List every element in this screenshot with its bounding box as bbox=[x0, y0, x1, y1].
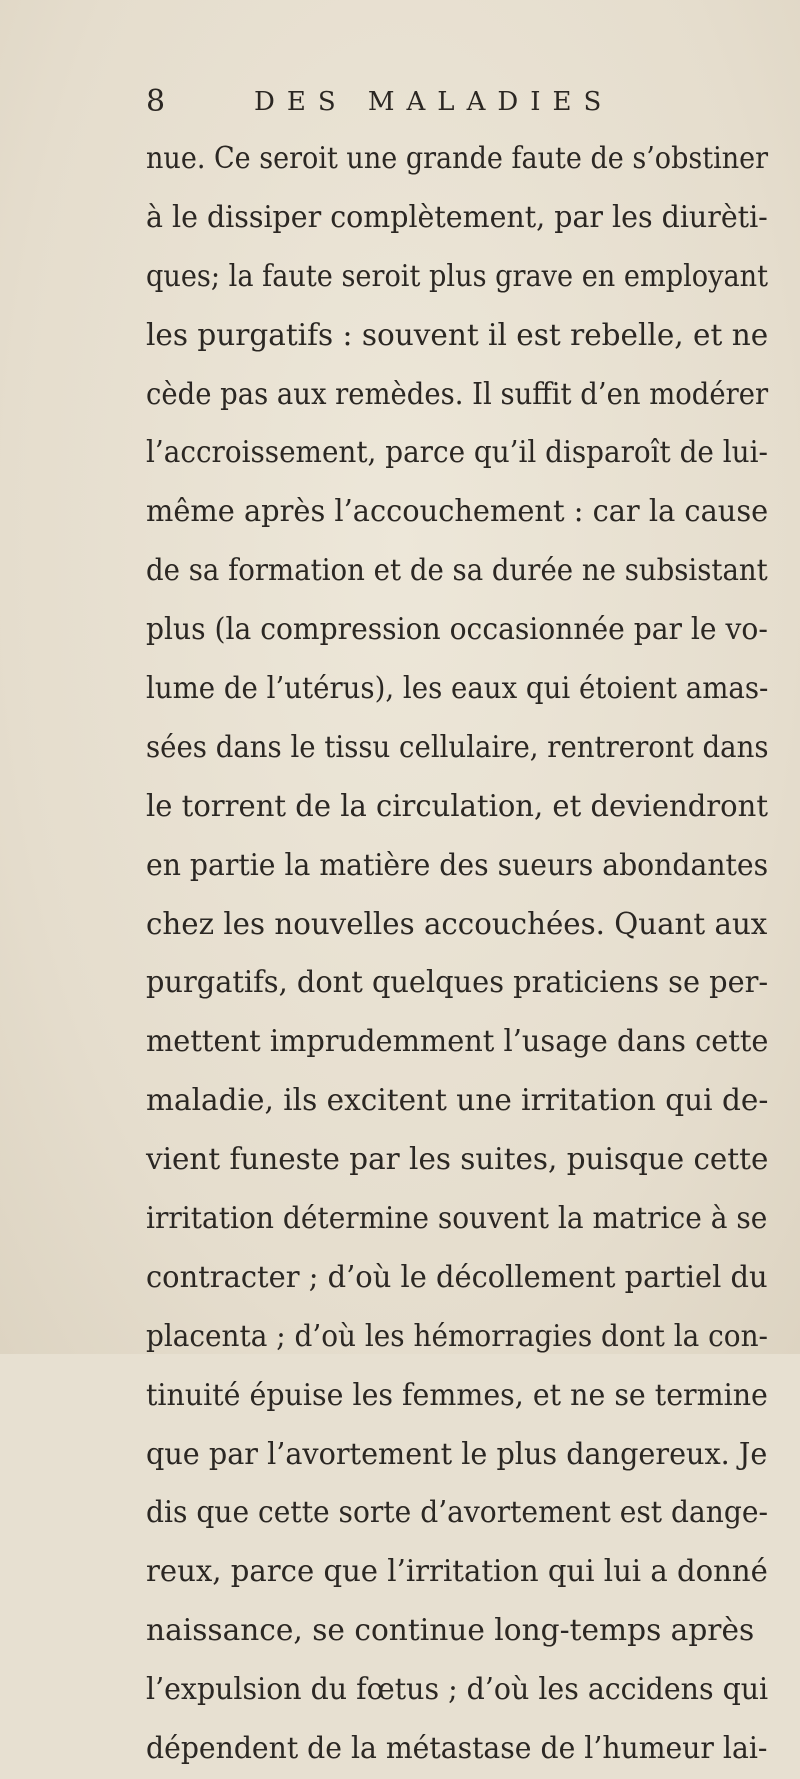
body-text bbox=[146, 130, 776, 1779]
text-line: nue. Ce seroit une grande faute de s’obstiner bbox=[146, 141, 769, 176]
text-line: maladie, ils excitent une irritation qui de- bbox=[146, 1083, 769, 1119]
text-line: à le dissiper complètement, par les diurèti- bbox=[146, 199, 768, 235]
text-line: que par l’avortement le plus dangereux. Je bbox=[146, 1436, 768, 1472]
text-line: les purgatifs : souvent il est rebelle, et ne bbox=[146, 317, 769, 353]
text-line: de sa formation et de sa durée ne subsistant bbox=[146, 553, 768, 589]
text-line: reux, parce que l’irritation qui lui a donné bbox=[146, 1554, 768, 1590]
text-line: naissance, se continue long-temps après bbox=[146, 1613, 755, 1649]
text-line: plus (la compression occasionnée par le vo- bbox=[146, 612, 768, 648]
text-line: cède pas aux remèdes. Il suffit d’en modérer bbox=[146, 376, 769, 412]
text-line: mettent imprudemment l’usage dans cette bbox=[146, 1024, 769, 1060]
page-header bbox=[146, 82, 760, 122]
text-line: placenta ; d’où les hémorragies dont la con- bbox=[146, 1318, 768, 1354]
text-line: l’expulsion du fœtus ; d’où les accidens qui bbox=[146, 1672, 769, 1708]
running-title: DES MALADIES bbox=[254, 87, 614, 117]
text-line: dis que cette sorte d’avortement est dange- bbox=[146, 1495, 768, 1531]
text-line: même après l’accouchement : car la cause bbox=[146, 494, 769, 530]
text-line: en partie la matière des sueurs abondantes bbox=[146, 847, 769, 883]
text-line: sées dans le tissu cellulaire, rentreront dans bbox=[146, 729, 769, 765]
text-line: dépendent de la métastase de l’humeur lai- bbox=[146, 1731, 768, 1767]
text-line: le torrent de la circulation, et deviendront bbox=[146, 788, 768, 824]
text-line: vient funeste par les suites, puisque cette bbox=[146, 1142, 769, 1178]
text-line: l’accroissement, parce qu’il disparoît de lui- bbox=[146, 435, 768, 471]
text-line: tinuité épuise les femmes, et ne se termine bbox=[146, 1377, 768, 1413]
text-line: lume de l’utérus), les eaux qui étoient amas- bbox=[146, 671, 769, 707]
text-line: purgatifs, dont quelques praticiens se per- bbox=[146, 965, 769, 1001]
text-line: irritation détermine souvent la matrice à se bbox=[146, 1201, 768, 1237]
text-line: chez les nouvelles accouchées. Quant aux bbox=[146, 906, 768, 942]
page-number: 8 bbox=[146, 84, 166, 119]
text-line: contracter ; d’où le décollement partiel du bbox=[146, 1259, 768, 1295]
text-line: ques; la faute seroit plus grave en employant bbox=[146, 258, 769, 294]
